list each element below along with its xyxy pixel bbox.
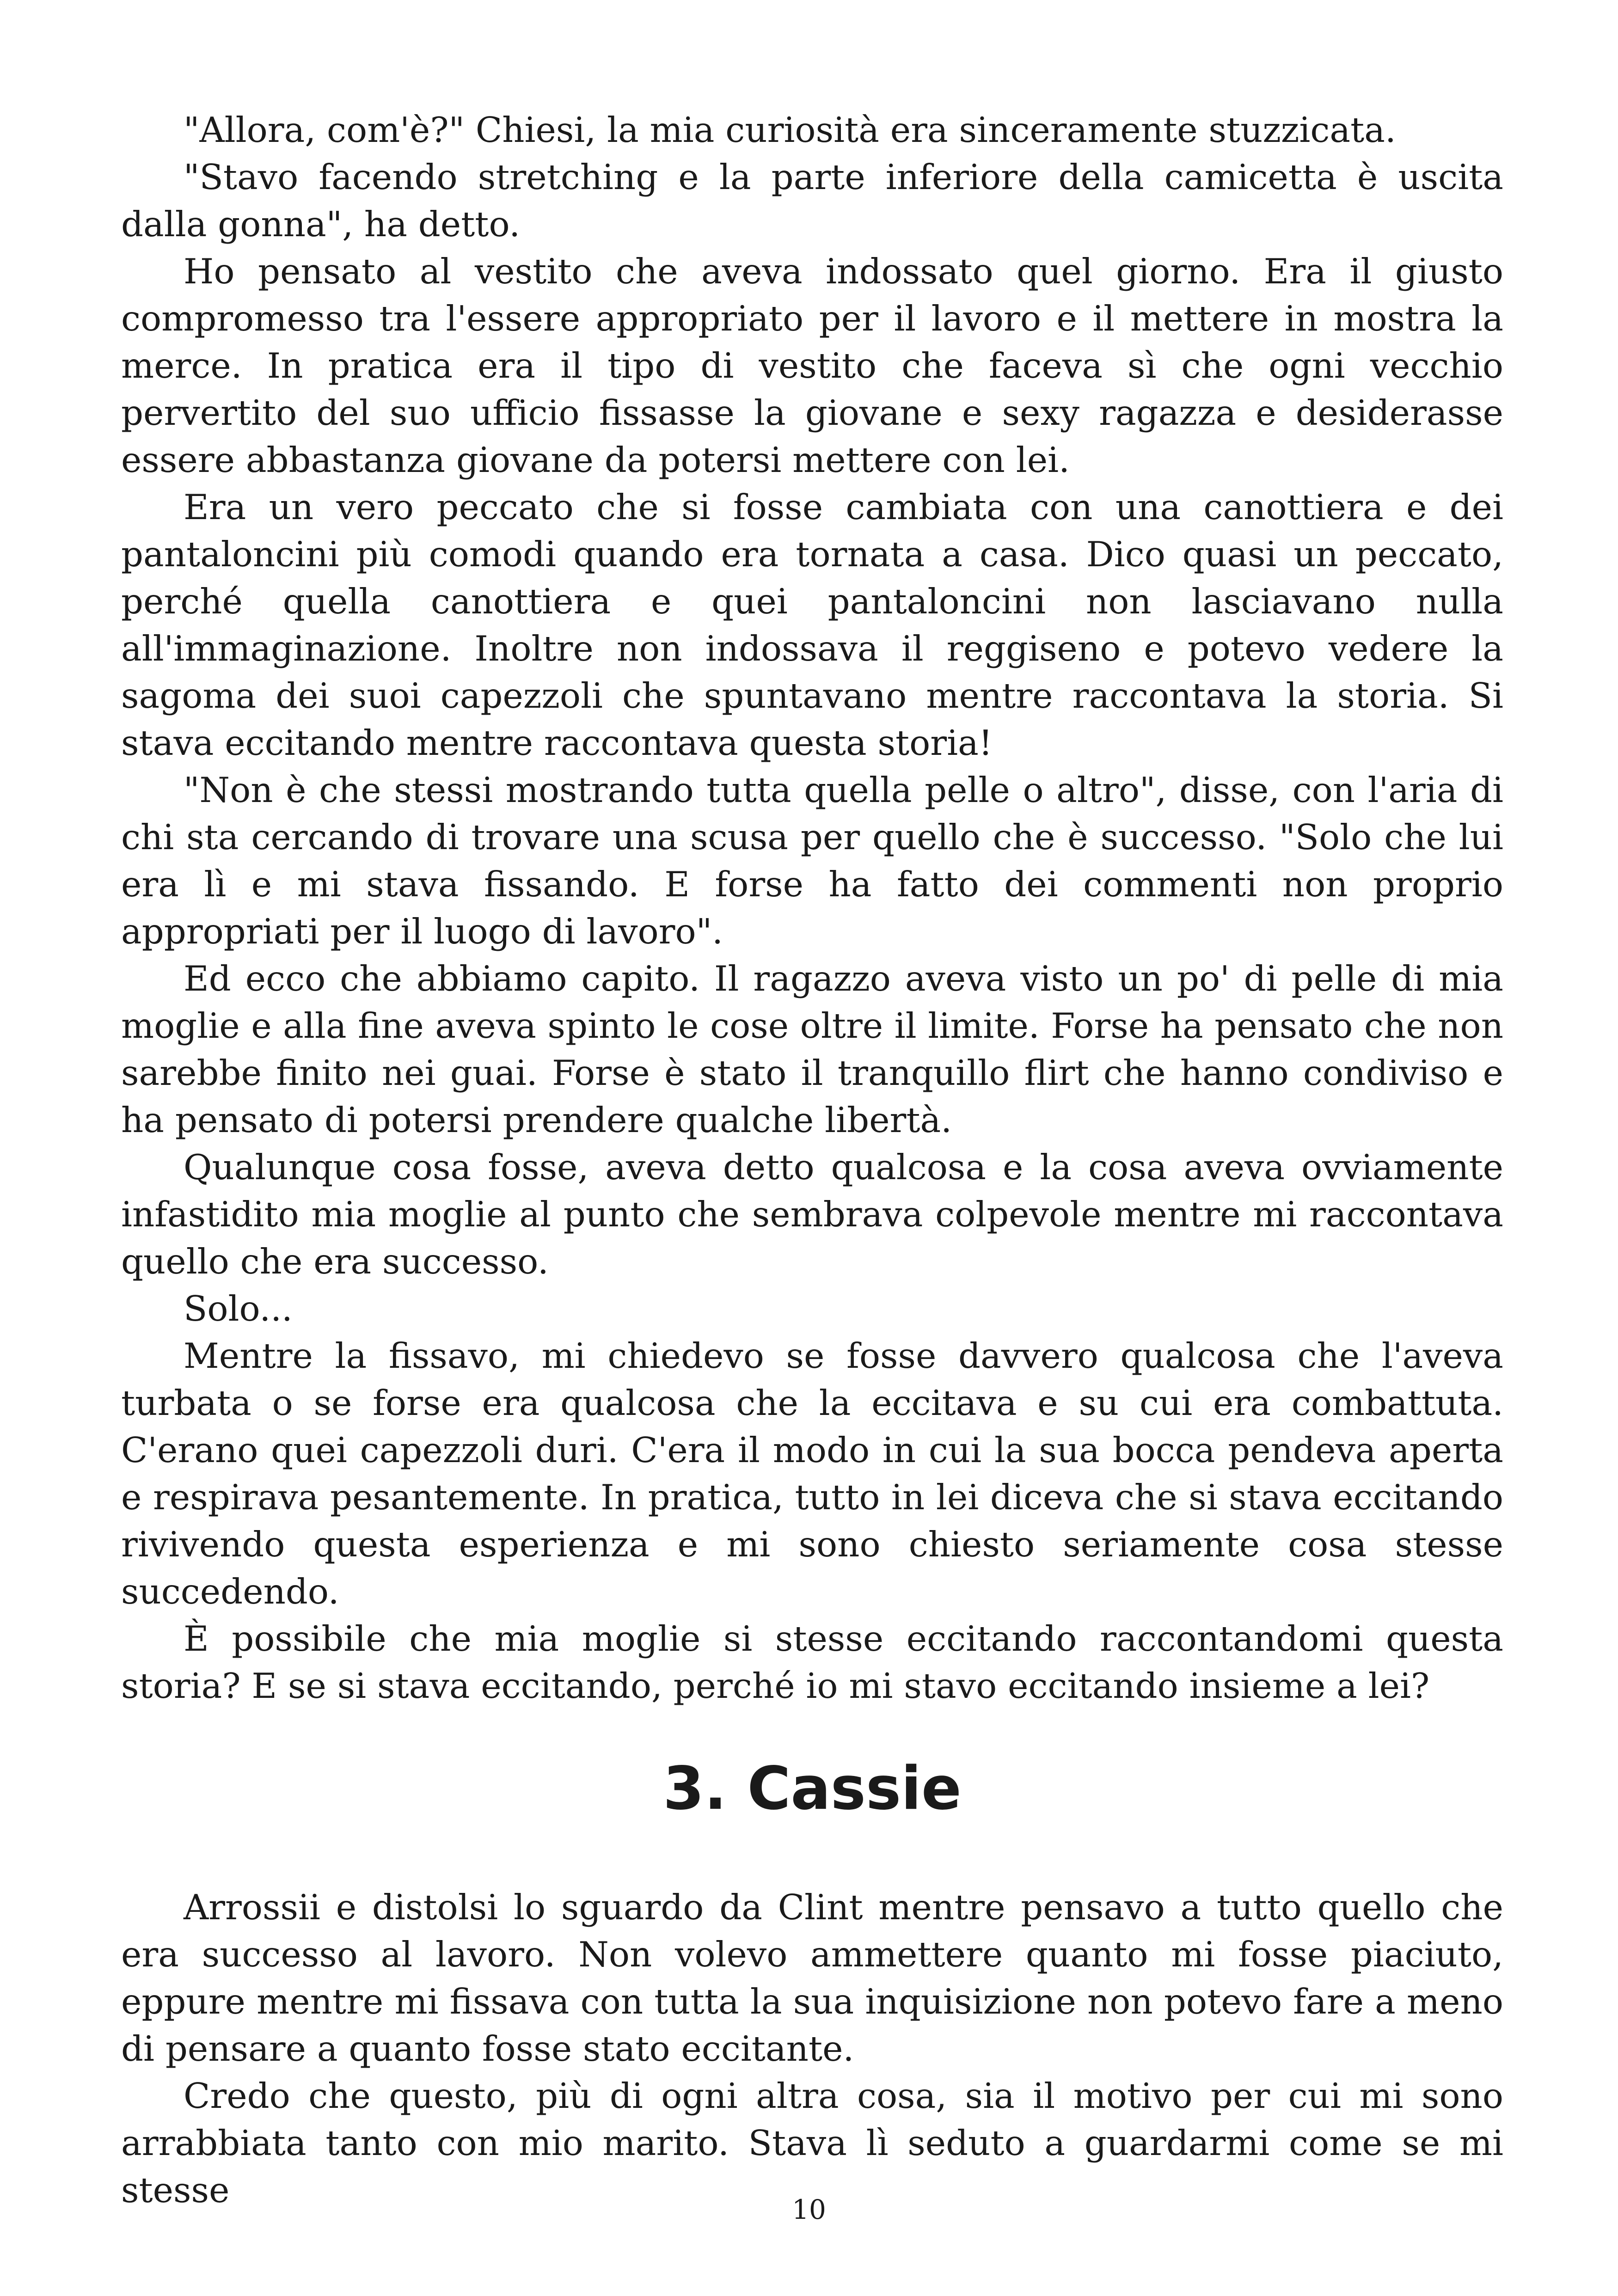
paragraph: Ed ecco che abbiamo capito. Il ragazzo aveva visto un po' di pelle di mia moglie e alla fine aveva spinto le cose oltre il limite. Forse ha pensato che non sarebbe finito nei guai. Forse è stato il tranquillo flirt che hanno condiviso e ha pensato di potersi prendere qualche libertà. — [121, 958, 1503, 1140]
paragraph: Solo... — [184, 1288, 293, 1329]
paragraph: Ho pensato al vestito che aveva indossato quel giorno. Era il giusto compromesso tra l'essere appropriato per il lavoro e il mettere in mostra la merce. In pratica era il tipo di vestito che faceva sì che ogni vecchio pervertito del suo ufficio fissasse la giovane e sexy ragazza e desiderasse essere abbastanza giovane da potersi mettere con lei. — [121, 251, 1503, 480]
paragraph: Qualunque cosa fosse, aveva detto qualcosa e la cosa aveva ovviamente infastidito mia moglie al punto che sembrava colpevole mentre mi raccontava quello che era successo. — [121, 1147, 1503, 1282]
paragraph: Era un vero peccato che si fosse cambiata con una canottiera e dei pantaloncini più comodi quando era tornata a casa. Dico quasi un peccato, perché quella canottiera e quei pantaloncini non lasciavano nulla all'immaginazione. Inoltre non indossava il reggiseno e potevo vedere la sagoma dei suoi capezzoli che spuntavano mentre raccontava la storia. Si stava eccitando mentre raccontava questa storia! — [121, 487, 1503, 763]
paragraph: "Non è che stessi mostrando tutta quella pelle o altro", disse, con l'aria di chi sta cercando di trovare una scusa per quello che è successo. "Solo che lui era lì e mi stava fissando. E forse ha fatto dei commenti non proprio appropriati per il luogo di lavoro". — [121, 770, 1503, 952]
chapter-title: 3. Cassie — [663, 1754, 962, 1823]
paragraph: Arrossii e distolsi lo sguardo da Clint mentre pensavo a tutto quello che era successo al lavoro. Non volevo ammettere quanto mi fosse piaciuto, eppure mentre mi fissava con tutta la sua inquisizione non potevo fare a meno di pensare a quanto fosse stato eccitante. — [121, 1887, 1503, 2069]
page-number: 10 — [792, 2194, 826, 2225]
paragraph: Mentre la fissavo, mi chiedevo se fosse davvero qualcosa che l'aveva turbata o se forse era qualcosa che la eccitava e su cui era combattuta. C'erano quei capezzoli duri. C'era il modo in cui la sua bocca pendeva aperta e respirava pesantemente. In pratica, tutto in lei diceva che si stava eccitando rivivendo questa esperienza e mi sono chiesto seriamente cosa stesse succedendo. — [121, 1335, 1503, 1612]
paragraph: "Stavo facendo stretching e la parte inferiore della camicetta è uscita dalla gonna", ha detto. — [121, 157, 1503, 245]
paragraph: Credo che questo, più di ogni altra cosa, sia il motivo per cui mi sono arrabbiata tanto con mio marito. Stava lì seduto a guardarmi come se mi stesse — [121, 2076, 1503, 2210]
paragraph: È possibile che mia moglie si stesse eccitando raccontandomi questa storia? E se si stava eccitando, perché io mi stavo eccitando insieme a lei? — [121, 1618, 1503, 1706]
chapter-text — [121, 1884, 1503, 2214]
paragraph: "Allora, com'è?" Chiesi, la mia curiosità era sinceramente stuzzicata. — [184, 110, 1396, 150]
section-before-text — [121, 106, 1503, 1709]
